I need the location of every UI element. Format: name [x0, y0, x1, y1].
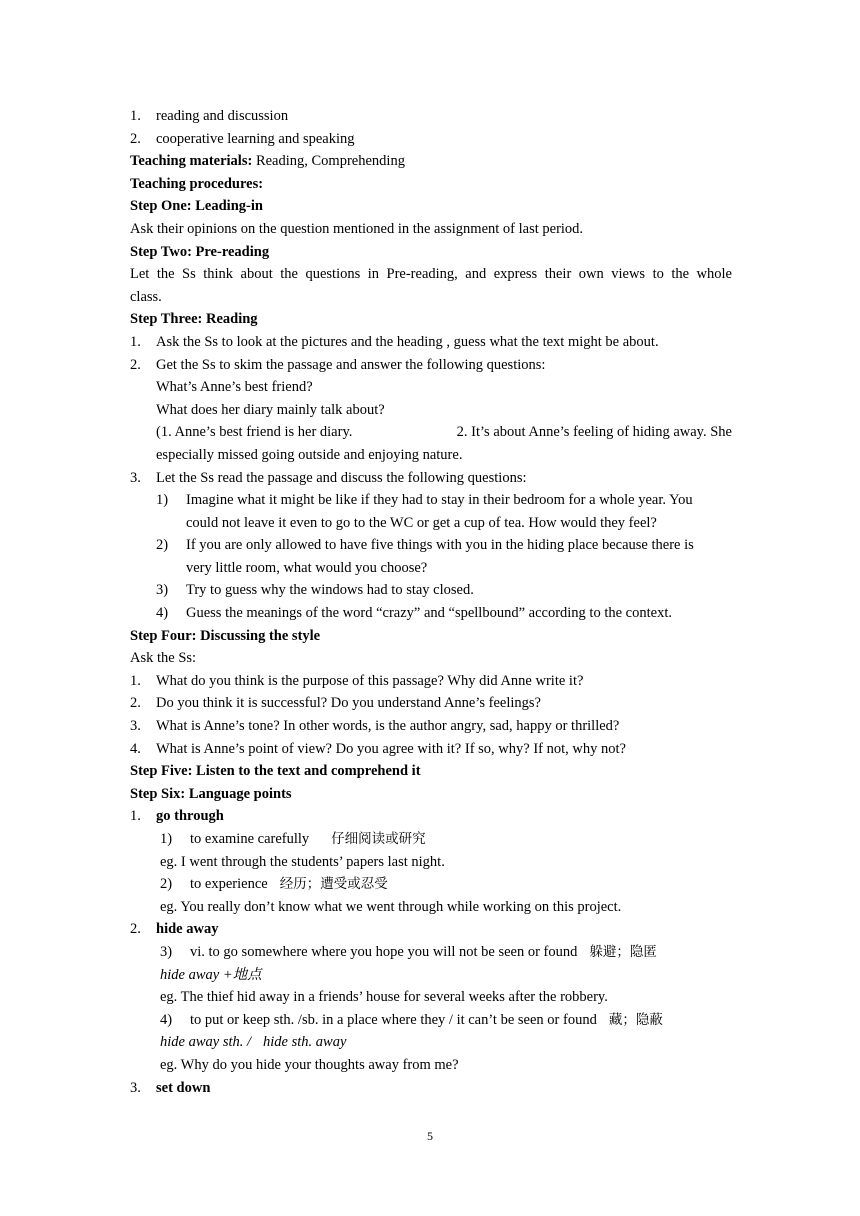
- discussion-question-continued: very little room, what would you choose?: [186, 559, 428, 576]
- definition: 4) to put or keep sth. /sb. in a place where they / it can’t be seen or found 藏；隐蔽: [160, 1011, 663, 1028]
- document-body: [130, 105, 732, 1099]
- objective-item: 2. cooperative learning and speaking: [130, 130, 355, 147]
- skim-question: What does her diary mainly talk about?: [156, 401, 385, 418]
- usage-pattern: hide away sth. / hide sth. away: [160, 1034, 347, 1051]
- teaching-materials: Teaching materials: Reading, Comprehending: [130, 153, 405, 170]
- step-two-text-line: class.: [130, 288, 162, 305]
- step-three-item: 2. Get the Ss to skim the passage and answer the following questions:: [130, 356, 546, 373]
- step-four-item: 4. What is Anne’s point of view? Do you agree with it? If so, why? If not, why not?: [130, 740, 626, 757]
- step-six-heading: Step Six: Language points: [130, 785, 292, 802]
- language-point-heading: 2. hide away: [130, 921, 219, 938]
- example-sentence: eg. The thief hid away in a friends’ house for several weeks after the robbery.: [160, 989, 608, 1006]
- step-four-item: 2. Do you think it is successful? Do you understand Anne’s feelings?: [130, 695, 541, 712]
- usage-pattern: hide away +地点: [160, 966, 262, 983]
- step-two-heading: Step Two: Pre-reading: [130, 243, 270, 260]
- skim-answer: (1. Anne’s best friend is her diary. 2. It’s about Anne’s feeling of hiding away. She: [156, 424, 732, 441]
- skim-answer-continued: especially missed going outside and enjoying nature.: [156, 446, 463, 463]
- discussion-question: 1) Imagine what it might be like if they had to stay in their bedroom for a whole year. You: [156, 492, 693, 509]
- discussion-question: 3) Try to guess why the windows had to stay closed.: [156, 582, 474, 599]
- example-sentence: eg. You really don’t know what we went through while working on this project.: [160, 898, 622, 915]
- discussion-question: 4) Guess the meanings of the word “crazy” and “spellbound” according to the context.: [156, 605, 672, 622]
- definition: 1) to examine carefully 仔细阅读或研究: [160, 831, 426, 847]
- step-one-text: Ask their opinions on the question mentioned in the assignment of last period.: [130, 220, 584, 237]
- definition: 2) to experience 经历；遭受或忍受: [160, 876, 388, 893]
- step-one-heading: Step One: Leading-in: [130, 198, 263, 215]
- objective-item: 1. reading and discussion: [130, 108, 289, 124]
- discussion-question-continued: could not leave it even to go to the WC or get a cup of tea. How would they feel?: [186, 514, 657, 531]
- step-five-heading: Step Five: Listen to the text and comprehend it: [130, 763, 421, 780]
- step-three-heading: Step Three: Reading: [130, 311, 258, 328]
- skim-question: What’s Anne’s best friend?: [156, 379, 313, 396]
- step-four-heading: Step Four: Discussing the style: [130, 627, 321, 644]
- step-four-item: 3. What is Anne’s tone? In other words, is the author angry, sad, happy or thrilled?: [130, 718, 620, 735]
- step-four-item: 1. What do you think is the purpose of this passage? Why did Anne write it?: [130, 672, 584, 689]
- step-two-text-line: Let the Ss think about the questions in Pre-reading, and express their own views to the whole: [130, 266, 732, 283]
- discussion-question: 2) If you are only allowed to have five things with you in the hiding place because there is: [156, 537, 694, 554]
- definition: 3) vi. to go somewhere where you hope you will not be seen or found 躲避；隐匿: [160, 943, 657, 960]
- procedures-heading: Teaching procedures:: [130, 175, 264, 192]
- step-three-item: 1. Ask the Ss to look at the pictures and the heading , guess what the text might be about.: [130, 333, 659, 350]
- example-sentence: eg. I went through the students’ papers last night.: [160, 853, 445, 870]
- language-point-heading: 1. go through: [130, 808, 224, 825]
- language-point-heading: 3. set down: [130, 1079, 211, 1096]
- page-number: 5: [427, 1129, 433, 1143]
- example-sentence: eg. Why do you hide your thoughts away from me?: [160, 1056, 459, 1073]
- step-four-intro: Ask the Ss:: [130, 650, 197, 667]
- step-three-item: 3. Let the Ss read the passage and discuss the following questions:: [130, 469, 527, 486]
